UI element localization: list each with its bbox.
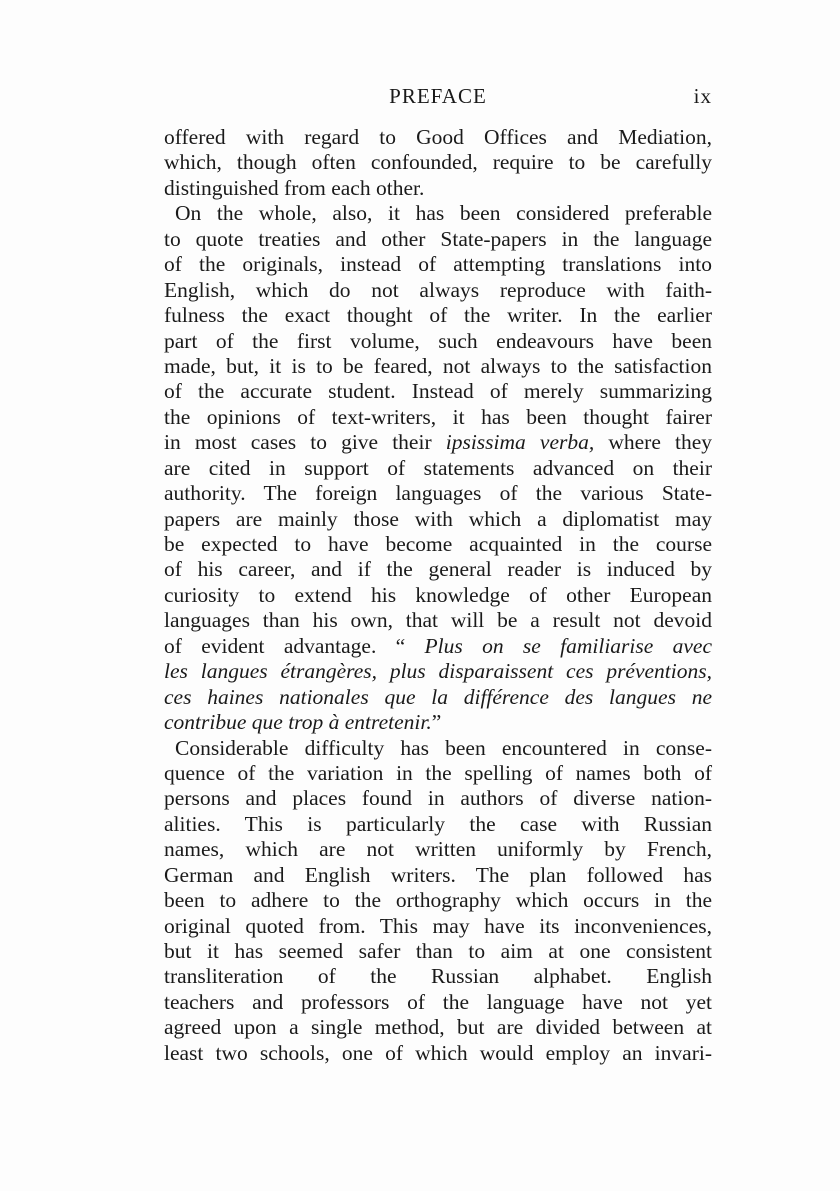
text-line xyxy=(164,303,712,328)
text-line xyxy=(164,736,712,761)
text-line xyxy=(164,608,712,633)
text-line xyxy=(164,430,712,455)
text-segment: of evident advantage. “ xyxy=(164,633,425,658)
text-segment: Plus on se familiarise avec xyxy=(424,633,712,658)
text-segment: agreed upon a single method, but are divided between at xyxy=(164,1015,712,1040)
text-segment: are cited in support of statements advanced on their xyxy=(164,455,712,480)
text-line xyxy=(164,964,712,989)
text-segment: of the accurate student. Instead of merely summarizing xyxy=(164,379,712,404)
text-line xyxy=(164,329,712,354)
text-line xyxy=(164,761,712,786)
running-title: PREFACE xyxy=(389,84,487,108)
text-segment: names, which are not written uniformly by French, xyxy=(164,837,712,862)
text-segment: in most cases to give their xyxy=(164,430,446,455)
text-line xyxy=(164,354,712,379)
body-text xyxy=(164,125,712,1066)
text-segment: quence of the variation in the spelling of names both of xyxy=(164,760,712,785)
text-segment: les langues étrangères, plus disparaissent ces préventions, xyxy=(164,659,712,684)
text-segment: ipsissima verba, xyxy=(445,430,595,455)
text-line xyxy=(164,150,712,175)
text-line xyxy=(164,685,712,710)
text-segment: transliteration of the Russian alphabet. English xyxy=(164,964,712,989)
text-segment: of his career, and if the general reader is induced by xyxy=(164,557,712,582)
text-segment: where they xyxy=(594,430,713,455)
text-segment: ” xyxy=(431,710,442,735)
text-line xyxy=(164,786,712,811)
text-segment: On the whole, also, it has been considered preferable xyxy=(175,201,712,226)
text-segment: teachers and professors of the language have not yet xyxy=(164,989,712,1014)
text-segment: authority. The foreign languages of the various State- xyxy=(164,481,712,506)
text-segment: original quoted from. This may have its inconveniences, xyxy=(164,913,712,938)
text-line xyxy=(164,227,712,252)
text-segment: offered with regard to Good Offices and Mediation, xyxy=(164,125,712,149)
text-line xyxy=(164,176,712,201)
text-line xyxy=(164,405,712,430)
text-segment: but it has seemed safer than to aim at one consistent xyxy=(164,939,712,963)
text-line xyxy=(164,939,712,964)
text-segment: contribue que trop à entretenir. xyxy=(164,710,432,735)
text-line xyxy=(164,278,712,303)
text-line xyxy=(164,252,712,277)
text-segment: made, but, it is to be feared, not always to the satisfaction xyxy=(164,353,712,378)
text-line xyxy=(164,863,712,888)
page-number: ix xyxy=(693,84,712,108)
text-line xyxy=(164,1041,712,1066)
text-segment: alities. This is particularly the case with Russian xyxy=(164,811,712,836)
text-segment: be expected to have become acquainted in the course xyxy=(164,532,712,556)
text-segment: to quote treaties and other State-papers in the language xyxy=(164,226,712,251)
text-line xyxy=(164,532,712,557)
text-segment: least two schools, one of which would employ an invari- xyxy=(164,1040,712,1065)
text-segment: English, which do not always reproduce with faith- xyxy=(164,277,712,302)
text-segment: languages than his own, that will be a result not devoid xyxy=(164,608,712,633)
text-segment: curiosity to extend his knowledge of other European xyxy=(164,582,712,607)
text-segment: distinguished from each other. xyxy=(164,175,425,200)
text-line xyxy=(164,481,712,506)
text-line xyxy=(164,659,712,684)
text-segment: which, though often confounded, require to be carefully xyxy=(164,150,712,175)
text-line xyxy=(164,837,712,862)
text-line xyxy=(164,379,712,404)
text-segment: German and English writers. The plan followed has xyxy=(164,862,712,887)
text-line xyxy=(164,201,712,226)
text-segment: fulness the exact thought of the writer. In the earlier xyxy=(164,303,712,328)
text-line xyxy=(164,710,712,735)
text-segment: papers are mainly those with which a diplomatist may xyxy=(164,506,712,531)
text-line xyxy=(164,914,712,939)
text-segment: the opinions of text-writers, it has been thought fairer xyxy=(164,404,712,429)
text-segment: persons and places found in authors of diverse nation- xyxy=(164,786,712,811)
text-segment: part of the first volume, such endeavours have been xyxy=(164,328,712,353)
text-line xyxy=(164,583,712,608)
text-line xyxy=(164,990,712,1015)
text-segment: ces haines nationales que la différence des langues ne xyxy=(164,684,712,709)
running-header xyxy=(164,84,712,112)
text-line xyxy=(164,507,712,532)
text-line xyxy=(164,456,712,481)
text-line xyxy=(164,1015,712,1040)
text-line xyxy=(164,888,712,913)
text-segment: of the originals, instead of attempting translations into xyxy=(164,252,712,277)
text-line xyxy=(164,557,712,582)
text-line xyxy=(164,125,712,150)
text-segment: been to adhere to the orthography which occurs in the xyxy=(164,888,712,913)
text-segment: Considerable difficulty has been encountered in conse- xyxy=(175,735,712,760)
text-line xyxy=(164,812,712,837)
text-line xyxy=(164,634,712,659)
